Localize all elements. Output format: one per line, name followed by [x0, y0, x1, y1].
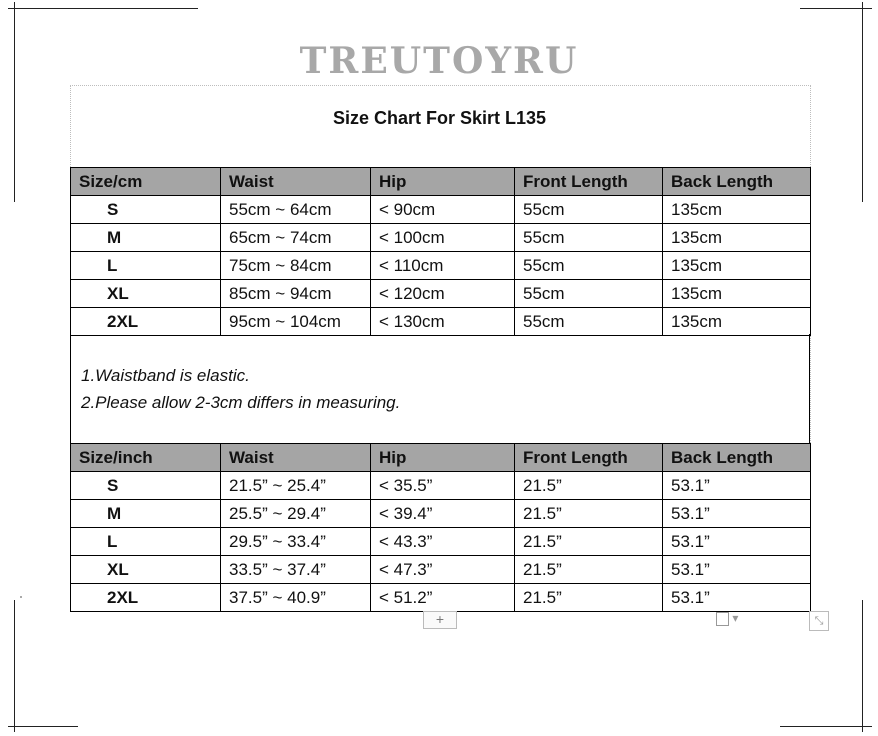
table-cell: 29.5” ~ 33.4” [221, 528, 371, 556]
table-row [71, 584, 811, 612]
table-cell: 21.5” ~ 25.4” [221, 472, 371, 500]
table-cell: 95cm ~ 104cm [221, 308, 371, 336]
resize-icon[interactable]: ⤡ [809, 611, 829, 631]
size-cell: XL [71, 280, 221, 308]
table-cell: 53.1” [663, 584, 811, 612]
header-cell: Waist [221, 168, 371, 196]
table-cell: < 120cm [371, 280, 515, 308]
table-cell: 65cm ~ 74cm [221, 224, 371, 252]
crop-mark [8, 8, 198, 9]
table-cell: 135cm [663, 196, 811, 224]
table-cell: 55cm [515, 308, 663, 336]
size-cell: L [71, 528, 221, 556]
header-cell: Back Length [663, 168, 811, 196]
header-cell: Size/inch [71, 444, 221, 472]
table-cell: 135cm [663, 224, 811, 252]
header-cell: Size/cm [71, 168, 221, 196]
header-cell: Hip [371, 444, 515, 472]
paste-options-icon[interactable]: ▾ [716, 611, 746, 627]
size-cell: M [71, 224, 221, 252]
table-cell: 55cm [515, 196, 663, 224]
table-cell: 21.5” [515, 556, 663, 584]
crop-mark [862, 2, 863, 202]
header-cell: Waist [221, 444, 371, 472]
table-row [71, 528, 811, 556]
table-row [71, 196, 811, 224]
size-cell: S [71, 196, 221, 224]
table-cell: < 35.5” [371, 472, 515, 500]
table-cell: < 51.2” [371, 584, 515, 612]
table-row [71, 224, 811, 252]
notes-section [70, 334, 810, 443]
table-cell: 135cm [663, 252, 811, 280]
page-title: Size Chart For Skirt L135 [332, 108, 547, 128]
table-cell: 53.1” [663, 556, 811, 584]
crop-mark [780, 726, 872, 727]
table-row [71, 308, 811, 336]
table-cell: 55cm [515, 224, 663, 252]
table-cell: < 110cm [371, 252, 515, 280]
brand-watermark: TREUTOYRU [299, 40, 579, 82]
table-cell: 25.5” ~ 29.4” [221, 500, 371, 528]
table-cell: 53.1” [663, 500, 811, 528]
table-row [71, 252, 811, 280]
header-cell: Back Length [663, 444, 811, 472]
table-cell: 55cm [515, 252, 663, 280]
table-cell: 33.5” ~ 37.4” [221, 556, 371, 584]
table-cell: 21.5” [515, 528, 663, 556]
table-row [71, 472, 811, 500]
header-cell: Hip [371, 168, 515, 196]
stray-mark [20, 596, 22, 598]
table-cell: 85cm ~ 94cm [221, 280, 371, 308]
header-cell: Front Length [515, 168, 663, 196]
table-header-row [71, 168, 811, 196]
note-line: 2.Please allow 2-3cm differs in measuring. [81, 393, 401, 412]
table-cell: < 130cm [371, 308, 515, 336]
table-cell: 75cm ~ 84cm [221, 252, 371, 280]
table-cell: < 43.3” [371, 528, 515, 556]
table-cell: 21.5” [515, 584, 663, 612]
table-cell: 21.5” [515, 472, 663, 500]
table-cell: 53.1” [663, 472, 811, 500]
size-cell: XL [71, 556, 221, 584]
table-cell: 53.1” [663, 528, 811, 556]
table-cell: 21.5” [515, 500, 663, 528]
table-cell: 135cm [663, 280, 811, 308]
table-cell: 37.5” ~ 40.9” [221, 584, 371, 612]
crop-mark [14, 2, 15, 202]
table-cell: 135cm [663, 308, 811, 336]
table-row [71, 556, 811, 584]
table-row [71, 500, 811, 528]
size-cell: L [71, 252, 221, 280]
table-cell: < 90cm [371, 196, 515, 224]
table-cell: 55cm [515, 280, 663, 308]
table-row [71, 280, 811, 308]
size-cell: S [71, 472, 221, 500]
size-table-inch [70, 443, 811, 612]
size-cell: 2XL [71, 584, 221, 612]
note-line: 1.Waistband is elastic. [81, 366, 250, 385]
add-row-button[interactable]: + [423, 611, 457, 629]
table-cell: < 100cm [371, 224, 515, 252]
size-cell: M [71, 500, 221, 528]
size-cell: 2XL [71, 308, 221, 336]
table-header-row [71, 444, 811, 472]
crop-mark [862, 600, 863, 732]
header-cell: Front Length [515, 444, 663, 472]
table-cell: < 39.4” [371, 500, 515, 528]
crop-mark [8, 726, 78, 727]
table-cell: < 47.3” [371, 556, 515, 584]
table-cell: 55cm ~ 64cm [221, 196, 371, 224]
crop-mark [14, 600, 15, 732]
size-table-cm [70, 167, 811, 336]
